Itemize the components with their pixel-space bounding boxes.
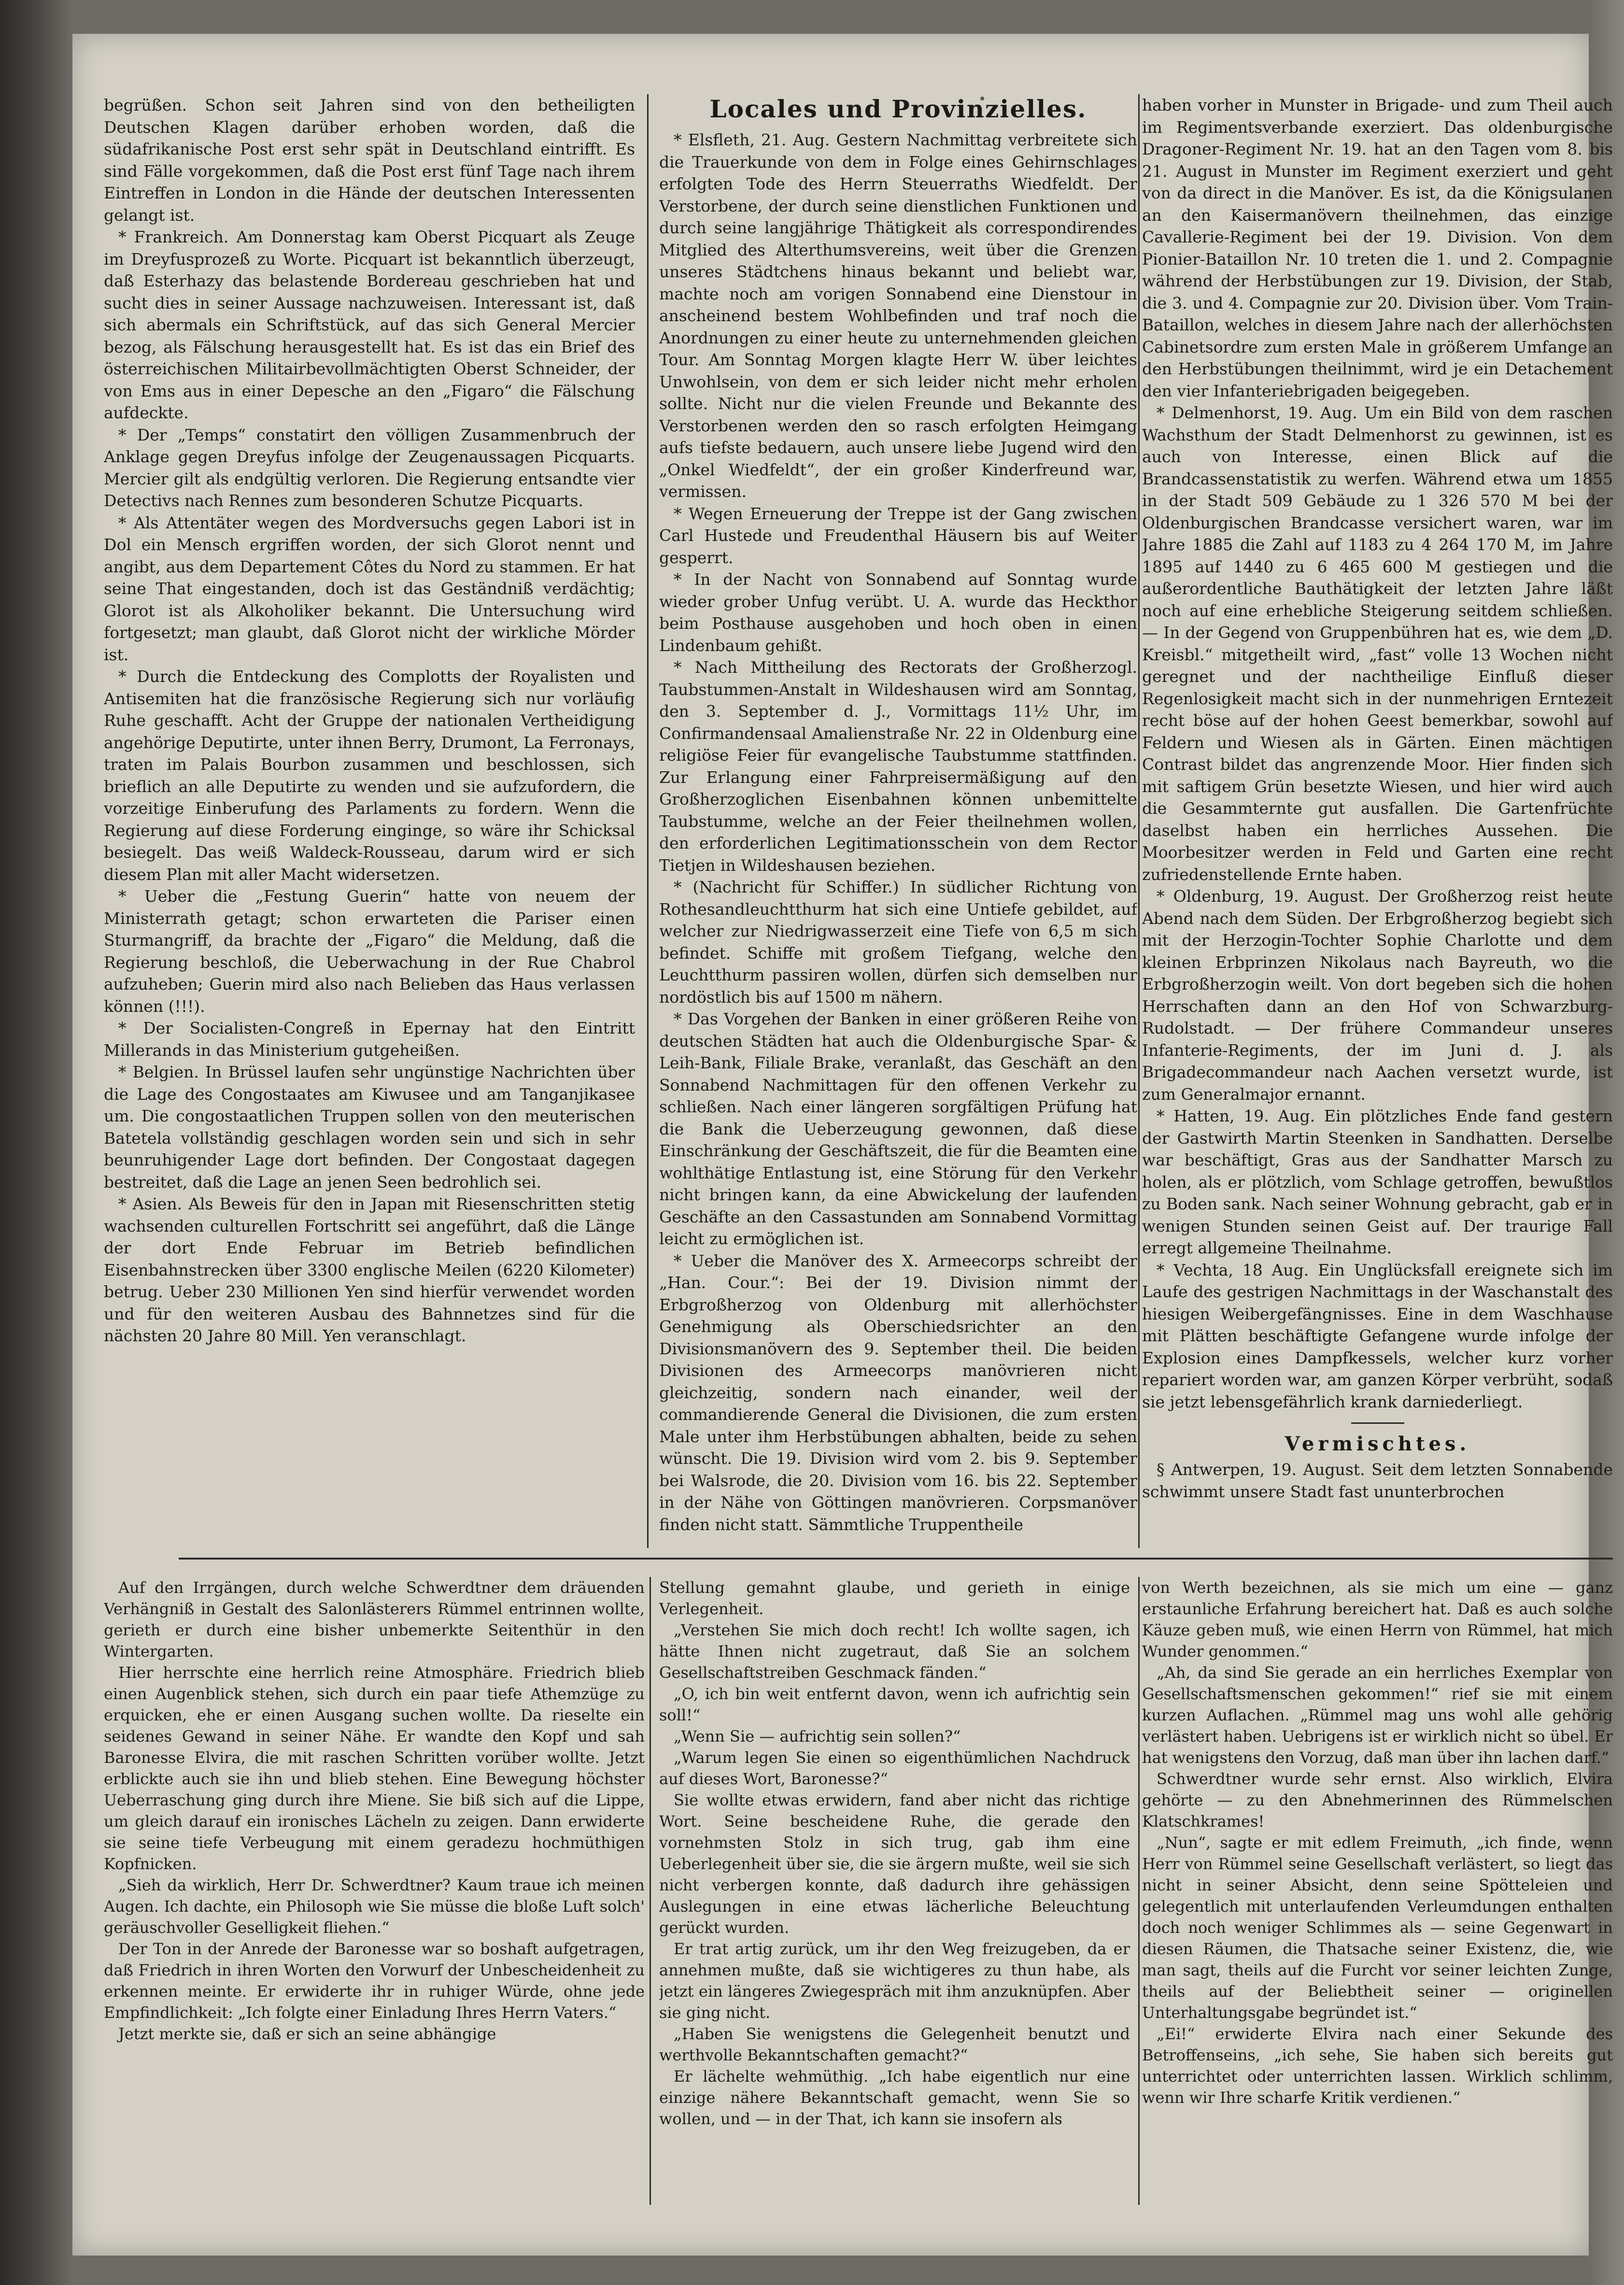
paragraph: * Durch die Entdeckung des Complotts der Royalisten und Antisemiten hat die französische Regierung sich nur vorläufig Ruhe geschafft. Acht der Gruppe der nationalen Vertheidigung angehörige Deputirte, unter ihnen Berry, Drumont, La Ferronays, traten im Palais Bourbon zusammen und beschlossen, sich brieflich an alle Deputirte zu wenden und sie aufzufordern, die vorzeitige Einberufung des Parlaments zu fordern. Wenn die Regierung auf diese Forderung einginge, so wäre ihr Schicksal besiegelt. Das weiß Waldeck-Rousseau, darum wird er sich diesem Plan mit aller Macht widersetzen.: [104, 667, 635, 884]
feuilleton-separator-line: [179, 1558, 1613, 1560]
paragraph: * Als Attentäter wegen des Mordversuchs gegen Labori ist in Dol ein Mensch ergriffen worden, der sich Glorot nennt und angibt, aus dem Departement Côtes du Nord zu stammen. Er hat seine That eingestanden, doch ist das Geständniß verdächtig; Glorot ist als Alkoholiker bekannt. Die Untersuchung wird fortgesetzt; man glaubt, daß Glorot nicht der wirkliche Mörder ist.: [104, 513, 635, 664]
paragraph: * Asien. Als Beweis für den in Japan mit Riesenschritten stetig wachsenden culturellen Fortschritt sei angeführt, daß die Länge der dort Ende Februar im Betrieb befindlichen Eisenbahnstrecken über 3300 englische Meilen (6220 Kilometer) betrug. Ueber 230 Millionen Yen sind hierfür verwendet worden und für den weiteren Ausbau des Bahnnetzes sind für die nächsten 20 Jahre 80 Mill. Yen veranschlagt.: [104, 1194, 635, 1345]
paragraph: * Belgien. In Brüssel laufen sehr ungünstige Nachrichten über die Lage des Congostaates am Kiwusee und am Tanganjikasee um. Die congostaatlichen Truppen sollen von den meuterischen Batetela vollständig geschlagen worden sein und sich in sehr beunruhigender Lage dort befinden. Der Congostaat dagegen bestreitet, daß die Lage an jenen Seen bedrohlich sei.: [104, 1063, 635, 1192]
paragraph: Er lächelte wehmüthig. „Ich habe eigentlich nur eine einzige nähere Bekanntschaft gemacht, wenn Sie so wollen, und — in der That, ich kann sie insofern als: [659, 2067, 1130, 2128]
paragraph: * Ueber die Manöver des X. Armeecorps schreibt der „Han. Cour.“: Bei der 19. Division nimmt der Erbgroßherzog von Oldenburg mit allerhöchster Genehmigung als Oberschiedsrichter an den Divisionsmanövern des 9. September theil. Die beiden Divisionen des Armeecorps manövrieren nicht gleichzeitig, sondern nach einander, weil der commandierende General die Divisionen, die zum ersten Male unter ihm Herbstübungen abhalten, beide zu sehen wünscht. Die 19. Division wird vom 2. bis 9. September bei Walsrode, die 20. Division vom 16. bis 22. September in der Nähe von Göttingen manövrieren. Corpsmanöver finden nicht statt. Sämmtliche Truppentheile: [659, 1251, 1137, 1534]
column-divider: [647, 94, 649, 1548]
section-heading: Vermischtes.: [1285, 1433, 1470, 1455]
paragraph: „Ah, da sind Sie gerade an ein herrliches Exemplar von Gesellschaftsmenschen gekommen!“ rief sie mit einem kurzen Auflachen. „Rümmel mag uns wohl alle gehörig verlästert haben. Uebrigens ist er wirklich nicht so übel. Er hat wenigstens den Vorzug, daß man über ihn lachen darf.“: [1142, 1663, 1613, 1767]
paragraph: haben vorher in Munster in Brigade- und zum Theil auch im Regimentsverbande exerziert. Das oldenburgische Dragoner-Regiment Nr. 19. hat an den Tagen vom 8. bis 21. August in Munster im Regiment exerziert und geht von da direct in die Manöver. Es ist, da die Königsulanen an den Kaisermanövern theilnehmen, das einzige Cavallerie-Regiment bei der 19. Division. Von dem Pionier-Bataillon Nr. 10 treten die 1. und 2. Compagnie während der Herbstübungen zur 19. Division, der Stab, die 3. und 4. Compagnie zur 20. Division über. Vom Train-Bataillon, welches in diesem Jahre nach der allerhöchsten Cabinetsordre zum ersten Male in größerem Umfange an den Herbstübungen theilnimmt, wird je ein Detachement den vier Infanteriebrigaden beigegeben.: [1142, 96, 1613, 400]
paragraph: * Der „Temps“ constatirt den völligen Zusammenbruch der Anklage gegen Dreyfus infolge der Zeugenaussagen Picquarts. Mercier gilt als endgültig verloren. Die Regierung entsandte vier Detectivs nach Rennes zum besonderen Schutze Picquarts.: [104, 425, 635, 510]
paragraph: „Wenn Sie — aufrichtig sein sollen?“: [674, 1727, 961, 1746]
paragraph: Sie wollte etwas erwidern, fand aber nicht das richtige Wort. Seine bescheidene Ruhe, die gerade den vornehmsten Stolz in sich trug, gab ihm eine Ueberlegenheit über sie, die sie ärgern mußte, weil sie sich nicht verbergen konnte, daß dadurch ihre gehässigen Auslegungen in eine etwas lächerliche Beleuchtung gerückt wurden.: [659, 1791, 1130, 1937]
paragraph: „Haben Sie wenigstens die Gelegenheit benutzt und werthvolle Bekanntschaften gemacht?“: [659, 2025, 1130, 2064]
paragraph: * Ueber die „Festung Guerin“ hatte von neuem der Ministerrath getagt; schon erwarteten die Pariser einen Sturmangriff, da brachte der „Figaro“ die Meldung, daß die Regierung beschloß, die Ueberwachung in der Rue Chabrol aufzuheben; Guerin mird also nach Belieben das Haus verlassen können (!!!).: [104, 887, 635, 1016]
paragraph: Stellung gemahnt glaube, und gerieth in einige Verlegenheit.: [659, 1578, 1130, 1618]
paragraph: * (Nachricht für Schiffer.) In südlicher Richtung von Rothesandleuchtthurm hat sich eine Untiefe gebildet, auf welcher zur Niedrigwasserzeit eine Tiefe von 6,5 m sich befindet. Schiffe mit großem Tiefgang, welche den Leuchtthurm passiren wollen, dürfen sich demselben nur nordöstlich bis auf 1500 m nähern.: [659, 878, 1137, 1007]
book-spine-shadow: [0, 0, 72, 2285]
paragraph: * Das Vorgehen der Banken in einer größeren Reihe von deutschen Städten hat auch die Oldenburgische Spar- & Leih-Bank, Filiale Brake, veranlaßt, das Geschäft an den Sonnabend Nachmittagen für den offenen Verkehr zu schließen. Nach einer längeren sorgfältigen Prüfung hat die Bank die Ueberzeugung gewonnen, daß diese Einschränkung der Geschäftszeit, die für die Beamten eine wohlthätige Entlastung ist, eine Störung für den Verkehr nicht bringen kann, da eine Abwickelung der laufenden Geschäfte an den Cassastunden am Sonnabend Vormittag leicht zu ermöglichen ist.: [659, 1009, 1137, 1248]
paragraph: * In der Nacht von Sonnabend auf Sonntag wurde wieder grober Unfug verübt. U. A. wurde das Heckthor beim Posthause ausgehoben und hoch oben in einen Lindenbaum gehißt.: [659, 570, 1137, 655]
article-column-2: [659, 94, 1137, 1546]
paragraph: * Elsfleth, 21. Aug. Gestern Nachmittag verbreitete sich die Trauerkunde von dem in Folge eines Gehirnschlages erfolgten Tode des Herrn Steuerraths Wiedfeldt. Der Verstorbene, der durch seine dienstlichen Funktionen und durch seine langjährige Thätigkeit als correspondirendes Mitglied des Alterthumsvereins, weit über die Grenzen unseres Städtchens hinaus bekannt und beliebt war, machte noch am vorigen Sonnabend eine Dienstour in anscheinend bestem Wohlbefinden und traf noch die Anordnungen zu einer heute zu unternehmenden gleichen Tour. Am Sonntag Morgen klagte Herr W. über leichtes Unwohlsein, von dem er sich leider nicht mehr erholen sollte. Nicht nur die vielen Freunde und Bekannte des Verstorbenen werden den so rasch erfolgten Heimgang aufs tiefste bedauern, auch unsere liebe Jugend wird den „Onkel Wiedfeldt“, der ein großer Kinderfreund war, vermissen.: [659, 130, 1137, 501]
feuilleton-column-3: [1142, 1577, 1613, 2205]
paragraph: * Oldenburg, 19. August. Der Großherzog reist heute Abend nach dem Süden. Der Erbgroßherzog begiebt sich mit der Herzogin-Tochter Sophie Charlotte und dem kleinen Erbprinzen Nikolaus nach Bayreuth, wo die Erbgroßherzogin weilt. Von dort begeben sich die hohen Herrschaften dann an den Hof von Schwarzburg-Rudolstadt. — Der frühere Commandeur unseres Infanterie-Regiments, der im Juni d. J. als Brigadecommandeur nach Aachen versetzt wurde, ist zum Generalmajor ernannt.: [1142, 887, 1613, 1104]
paragraph: „O, ich bin weit entfernt davon, wenn ich aufrichtig sein soll!“: [659, 1685, 1130, 1724]
article-column-1: [104, 94, 635, 1546]
paragraph: „Warum legen Sie einen so eigenthümlichen Nachdruck auf dieses Wort, Baronesse?“: [659, 1748, 1130, 1788]
feuilleton-column-1: [104, 1577, 645, 2205]
paragraph: * Frankreich. Am Donnerstag kam Oberst Picquart als Zeuge im Dreyfusprozeß zu Worte. Picquart ist bekanntlich überzeugt, daß Esterhazy das belastende Bordereau geschrieben hat und sucht dies in seiner Aussage nachzuweisen. Interessant ist, daß sich abermals ein Schriftstück, auf das sich General Mercier bezog, als Fälschung herausgestellt hat. Es ist das ein Brief des österreichischen Militairbevollmächtigten Oberst Schneider, der von Ems aus in einer Depesche an den „Figaro“ die Fälschung aufdeckte.: [104, 227, 635, 422]
paragraph: * Vechta, 18 Aug. Ein Unglücksfall ereignete sich im Laufe des gestrigen Nachmittags in der Waschanstalt des hiesigen Weibergefängnisses. Eine in dem Waschhause mit Plätten beschäftigte Gefangene wurde infolge der Explosion eines Dampfkessels, welcher kurz vorher repariert worden war, am ganzen Körper verbrüht, sodaß sie jetzt lebensgefährlich krank darniederliegt.: [1142, 1260, 1613, 1411]
section-heading: Locales und Provinzielles.: [709, 95, 1087, 123]
section-separator: [1351, 1422, 1404, 1424]
paragraph: Schwerdtner wurde sehr ernst. Also wirklich, Elvira gehörte — zu den Abnehmerinnen des Rümmelschen Klatschkrames!: [1142, 1770, 1613, 1831]
paragraph: „Sieh da wirklich, Herr Dr. Schwerdtner? Kaum traue ich meinen Augen. Ich dachte, ein Philosoph wie Sie müsse die bloße Luft solch' geräuschvoller Geselligkeit fliehen.“: [104, 1876, 645, 1937]
feuilleton-column-2: [659, 1577, 1130, 2205]
paragraph: von Werth bezeichnen, als sie mich um eine — ganz erstaunliche Erfahrung bereichert hat. Daß es auch solche Käuze geben muß, wie einen Herrn von Rümmel, hat mich Wunder genommen.“: [1142, 1578, 1613, 1661]
column-divider: [1138, 1577, 1140, 2205]
paragraph: Auf den Irrgängen, durch welche Schwerdtner dem dräuenden Verhängniß in Gestalt des Salonlästerers Rümmel entrinnen wollte, gerieth er durch eine bisher unbemerkte Seitenthür in den Wintergarten.: [104, 1578, 645, 1661]
paragraph: * Delmenhorst, 19. Aug. Um ein Bild von dem raschen Wachsthum der Stadt Delmenhorst zu gewinnen, ist es auch von Interesse, einen Blick auf die Brandcassenstatistik zu werfen. Während etwa um 1855 in der Stadt 509 Gebäude zu 1 326 570 M bei der Oldenburgischen Brandcasse versichert waren, war im Jahre 1885 die Zahl auf 1183 zu 4 264 170 M, im Jahre 1895 auf 1440 zu 6 465 600 M gestiegen und die außerordentliche Bauthätigkeit der letzten Jahre läßt noch auf eine erhebliche Steigerung seitdem schließen. — In der Gegend von Gruppenbühren hat es, wie dem „D. Kreisbl.“ mitgetheilt wird, „fast“ volle 13 Wochen nicht geregnet und der nachtheilige Einfluß dieser Regenlosigkeit macht sich in der nunmehrigen Erntezeit recht böse auf der hohen Geest bemerkbar, sowohl auf Feldern und Wiesen als in Gärten. Einen mächtigen Contrast bildet das angrenzende Moor. Hier finden sich mit saftigem Grün besetzte Wiesen, und hier wird auch die Gesammternte gut ausfallen. Die Gartenfrüchte daselbst haben ein herrliches Aussehen. Die Moorbesitzer werden in Feld und Garten eine recht zufriedenstellende Ernte haben.: [1142, 403, 1613, 884]
column-divider: [1138, 94, 1140, 1548]
paragraph: * Hatten, 19. Aug. Ein plötzliches Ende fand gestern der Gastwirth Martin Steenken in Sandhatten. Derselbe war beschäftigt, Gras aus der Sandhatter Marsch zu holen, als er plötzlich, vom Schlage getroffen, bewußtlos zu Boden sank. Nach seiner Wohnung gebracht, gab er in wenigen Stunden seinen Geist auf. Der traurige Fall erregt allgemeine Theilnahme.: [1142, 1107, 1613, 1257]
paragraph: * Nach Mittheilung des Rectorats der Großherzogl. Taubstummen-Anstalt in Wildeshausen wird am Sonntag, den 3. September d. J., Vormittags 11½ Uhr, im Confirmandensaal Amalienstraße Nr. 22 in Oldenburg eine religiöse Feier für evangelische Taubstumme stattfinden. Zur Erlangung einer Fahrpreisermäßigung auf den Großherzoglichen Eisenbahnen können unbemittelte Taubstumme, welche an der Feier theilnehmen wollen, den erforderlichen Legitimationsschein von dem Rector Tietjen in Wildeshausen beziehen.: [659, 658, 1137, 875]
paragraph: „Ei!“ erwiderte Elvira nach einer Sekunde des Betroffenseins, „ich sehe, Sie haben sich bereits gut unterrichtet oder unterrichten lassen. Wirklich schlimm, wenn wir Ihre scharfe Kritik verdienen.“: [1142, 2025, 1613, 2107]
paragraph: Der Ton in der Anrede der Baronesse war so boshaft aufgetragen, daß Friedrich in ihren Worten den Vorwurf der Unbescheidenheit zu erkennen meinte. Er erwiderte ihr in ruhiger Würde, ohne jede Empfindlichkeit: „Ich folgte einer Einladung Ihres Herrn Vaters.“: [104, 1940, 645, 2022]
paragraph: „Nun“, sagte er mit edlem Freimuth, „ich finde, wenn Herr von Rümmel seine Gesellschaft verlästert, so liegt das nicht in seiner Absicht, denn seine Spötteleien und gelegentlich mit unterlaufenden Verleumdungen enthalten doch noch weniger Schlimmes als — seine Gegenwart in diesen Räumen, die Thatsache seiner Existenz, die, wie man sagt, theils auf die Furcht vor seiner leichten Zunge, theils auf der Beliebtheit seiner — originellen Unterhaltungsgabe begründet ist.“: [1142, 1833, 1613, 2022]
paragraph: Hier herrschte eine herrlich reine Atmosphäre. Friedrich blieb einen Augenblick stehen, sich durch ein paar tiefe Athemzüge zu erquicken, ehe er einen Ausgang suchen wollte. Da rieselte ein seidenes Gewand in seiner Nähe. Er wandte den Kopf und sah Baronesse Elvira, die mit raschen Schritten vorüber wollte. Jetzt erblickte auch sie ihn und blieb stehen. Eine Bewegung höchster Ueberraschung ging durch ihre Miene. Sie biß sich auf die Lippe, um gleich darauf ein ironisches Lächeln zu zeigen. Dann erwiderte sie seine tiefe Verbeugung mit einem geradezu hochmüthigen Kopfnicken.: [104, 1663, 645, 1873]
paragraph: Er trat artig zurück, um ihr den Weg freizugeben, da er annehmen mußte, daß sie wichtigeres zu thun habe, als jetzt ein längeres Zwiegespräch mit ihm anzuknüpfen. Aber sie ging nicht.: [659, 1940, 1130, 2022]
paragraph: Jetzt merkte sie, daß er sich an seine abhängige: [118, 2025, 496, 2043]
paragraph: begrüßen. Schon seit Jahren sind von den betheiligten Deutschen Klagen darüber erhoben worden, daß die südafrikanische Post erst sehr spät in Deutschland eintrifft. Es sind Fälle vorgekommen, daß die Post erst fünf Tage nach ihrem Eintreffen in London in die Hände der deutschen Interessenten gelangt ist.: [104, 96, 635, 225]
paragraph: * Der Socialisten-Congreß in Epernay hat den Eintritt Millerands in das Ministerium gutgeheißen.: [104, 1019, 635, 1060]
article-column-3: [1142, 94, 1613, 1546]
paragraph: „Verstehen Sie mich doch recht! Ich wollte sagen, ich hätte Ihnen nicht zugetraut, daß Sie an solchem Gesellschaftstreiben Geschmack fänden.“: [659, 1621, 1130, 1682]
paragraph: § Antwerpen, 19. August. Seit dem letzten Sonnabende schwimmt unsere Stadt fast ununterbrochen: [1142, 1460, 1613, 1501]
paragraph: * Wegen Erneuerung der Treppe ist der Gang zwischen Carl Hustede und Freudenthal Häusern bis auf Weiter gesperrt.: [659, 504, 1137, 567]
column-divider: [650, 1577, 651, 2205]
